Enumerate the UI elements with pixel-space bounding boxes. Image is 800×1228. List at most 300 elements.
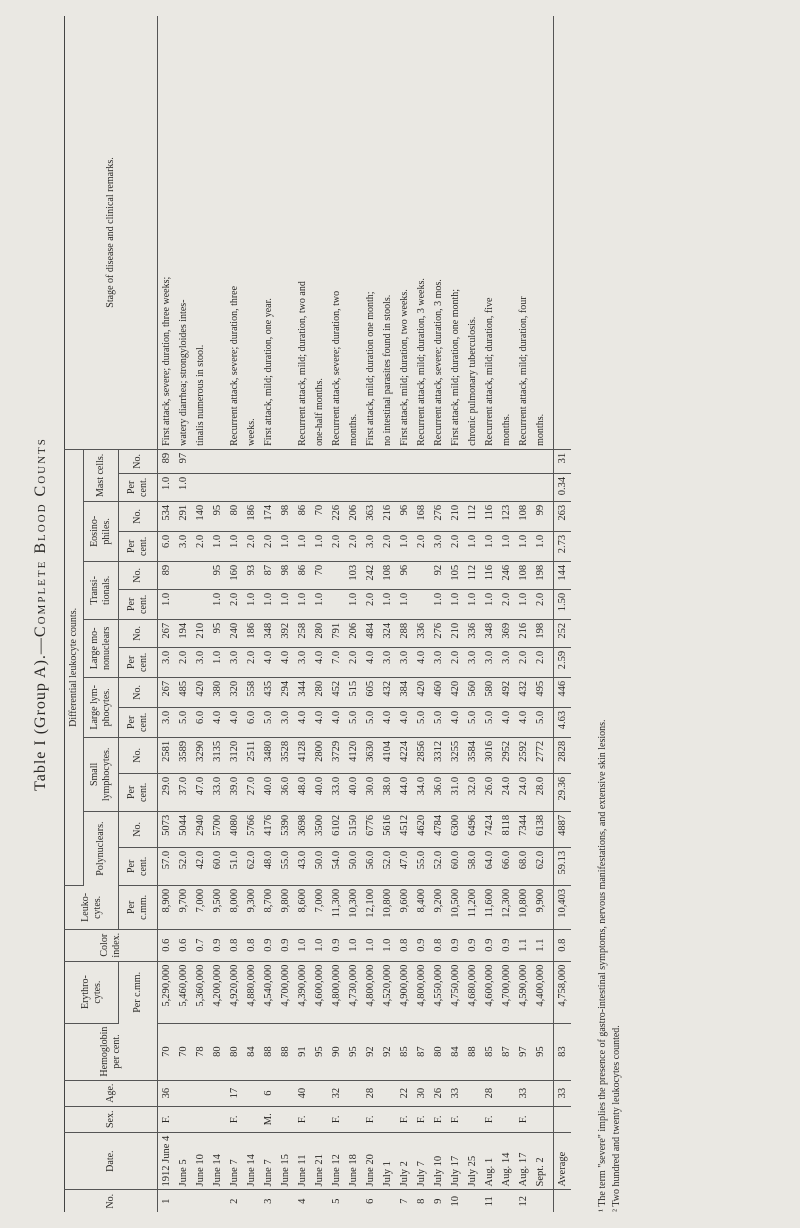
cell-lm-n: 324 [379,619,396,647]
cell-stage: no intestinal parasites found in stools. [379,16,396,449]
header-eo-n: No. [119,501,158,531]
cell-lm-pc: 3.0 [158,647,176,677]
cell-leukocytes: 9,300 [243,885,260,929]
cell-date: June 15 [277,1132,294,1190]
cell-sex [498,1106,515,1132]
average-hemoglobin: 83 [554,1023,572,1080]
cell-ll-pc: 5.0 [260,707,277,737]
cell-no: 8 [416,1198,427,1204]
cell-poly-pc: 62.0 [532,847,554,885]
header-large-mono: Large mo-nonuclears [84,619,119,677]
cell-sex: F. [430,1106,447,1132]
average-sl-n: 2828 [554,737,572,773]
cell-lm-n: 95 [209,619,226,647]
cell-poly-pc: 48.0 [260,847,277,885]
cell-age [311,1080,328,1106]
cell-eo-n: 216 [379,501,396,531]
cell-poly-pc: 64.0 [481,847,498,885]
cell-tr-pc: 1.0 [345,589,362,619]
cell-color-index: 0.9 [328,929,345,961]
cell-ma-n [209,449,226,473]
cell-erythrocytes: 4,540,000 [260,961,277,1023]
cell-ma-n [328,449,345,473]
cell-ma-pc [464,473,481,501]
cell-ma-pc [447,473,464,501]
cell-no: 7 [399,1198,410,1204]
cell-date: June 11 [294,1132,311,1190]
table-row [345,16,362,1212]
cell-stage [209,16,226,449]
cell-lm-n: 280 [311,619,328,647]
cell-poly-n: 5073 [158,811,176,847]
cell-ll-pc: 3.0 [277,707,294,737]
cell-tr-pc: 1.0 [430,589,447,619]
cell-eo-pc: 2.0 [379,531,396,561]
cell-sl-n: 3255 [447,737,464,773]
cell-age: 28 [481,1080,498,1106]
cell-tr-n: 160 [226,561,243,589]
cell-poly-n: 7424 [481,811,498,847]
cell-tr-pc: 1.0 [277,589,294,619]
cell-leukocytes: 9,200 [430,885,447,929]
cell-sl-pc: 44.0 [396,773,413,811]
cell-no: 6 [365,1198,376,1204]
cell-ll-pc: 4.0 [379,707,396,737]
cell-eo-n: 206 [345,501,362,531]
cell-poly-pc: 68.0 [515,847,532,885]
cell-sl-n: 3312 [430,737,447,773]
cell-eo-n: 186 [243,501,260,531]
cell-poly-pc: 52.0 [379,847,396,885]
cell-ma-pc [430,473,447,501]
cell-ma-pc [260,473,277,501]
cell-age [243,1080,260,1106]
header-poly-pc: Per cent. [119,847,158,885]
table-row [192,16,209,1212]
cell-lm-n: 186 [243,619,260,647]
cell-leukocytes: 9,800 [277,885,294,929]
cell-hemoglobin: 88 [260,1023,277,1080]
cell-ll-pc: 5.0 [464,707,481,737]
cell-leukocytes: 9,700 [175,885,192,929]
header-color-index: Color index. [65,929,158,961]
cell-color-index: 0.8 [243,929,260,961]
cell-no [379,1190,396,1212]
header-ll-n: No. [119,677,158,707]
cell-leukocytes: 12,300 [498,885,515,929]
cell-no: 1 [161,1198,172,1204]
cell-date: June 12 [328,1132,345,1190]
cell-poly-pc: 55.0 [277,847,294,885]
average-no-cell [554,1190,572,1212]
cell-hemoglobin: 80 [226,1023,243,1080]
cell-color-index: 0.9 [277,929,294,961]
cell-ll-pc: 4.0 [226,707,243,737]
cell-ma-pc [532,473,554,501]
header-lm-n: No. [119,619,158,647]
cell-ma-n [396,449,413,473]
cell-lm-pc: 4.0 [413,647,430,677]
cell-ll-pc: 4.0 [515,707,532,737]
cell-color-index: 0.9 [498,929,515,961]
cell-eo-pc: 1.0 [532,531,554,561]
cell-ll-n: 605 [362,677,379,707]
cell-hemoglobin: 92 [379,1023,396,1080]
cell-tr-pc [192,589,209,619]
cell-tr-n: 89 [158,561,176,589]
cell-ma-n [311,449,328,473]
cell-hemoglobin: 85 [396,1023,413,1080]
cell-date: Sept. 2 [532,1132,554,1190]
cell-tr-pc: 2.0 [498,589,515,619]
cell-date: June 7 [226,1132,243,1190]
cell-sl-pc: 34.0 [413,773,430,811]
cell-date: June 14 [243,1132,260,1190]
cell-sl-n: 4224 [396,737,413,773]
cell-ma-pc [515,473,532,501]
cell-leukocytes: 7,000 [192,885,209,929]
cell-ma-pc: 1.0 [175,473,192,501]
cell-lm-pc: 4.0 [260,647,277,677]
cell-lm-n: 198 [532,619,554,647]
average-poly-pc: 59.13 [554,847,572,885]
cell-ll-pc: 4.0 [209,707,226,737]
cell-sex: F. [396,1106,413,1132]
cell-hemoglobin: 88 [277,1023,294,1080]
cell-ll-n: 485 [175,677,192,707]
cell-sl-n: 3480 [260,737,277,773]
cell-color-index: 0.9 [481,929,498,961]
cell-date: July 1 [379,1132,396,1190]
cell-lm-n: 791 [328,619,345,647]
cell-poly-n: 2940 [192,811,209,847]
cell-tr-n [413,561,430,589]
header-ma-pc: Per cent. [119,473,158,501]
cell-sl-pc: 40.0 [345,773,362,811]
cell-sl-n: 3584 [464,737,481,773]
cell-eo-pc: 2.0 [260,531,277,561]
cell-sl-n: 4120 [345,737,362,773]
table-row [430,16,447,1212]
cell-eo-pc: 2.0 [345,531,362,561]
cell-leukocytes: 10,800 [379,885,396,929]
cell-sl-pc: 27.0 [243,773,260,811]
table-row [481,16,498,1212]
cell-sl-n: 3135 [209,737,226,773]
cell-erythrocytes: 4,680,000 [464,961,481,1023]
cell-ma-n [498,449,515,473]
cell-poly-n: 6300 [447,811,464,847]
cell-erythrocytes: 4,700,000 [277,961,294,1023]
cell-date: June 5 [175,1132,192,1190]
cell-poly-n: 5044 [175,811,192,847]
table-row [175,16,192,1212]
cell-stage: First attack, mild; duration, one year. [260,16,277,449]
cell-sex [311,1106,328,1132]
cell-hemoglobin: 95 [311,1023,328,1080]
cell-sex: M. [260,1106,277,1132]
cell-sex [532,1106,554,1132]
average-label: Average [554,1132,572,1190]
cell-poly-n: 5700 [209,811,226,847]
cell-eo-pc: 1.0 [277,531,294,561]
cell-date: June 18 [345,1132,362,1190]
cell-lm-pc: 1.0 [209,647,226,677]
cell-tr-n: 98 [277,561,294,589]
blood-counts-table [64,16,571,1212]
cell-tr-pc: 1.0 [481,589,498,619]
cell-ma-pc [243,473,260,501]
cell-age: 22 [396,1080,413,1106]
cell-color-index: 1.0 [311,929,328,961]
header-eosinophiles: Eosino-philes. [84,501,119,561]
cell-lm-n: 392 [277,619,294,647]
cell-erythrocytes: 4,730,000 [345,961,362,1023]
cell-tr-n: 92 [430,561,447,589]
cell-sl-pc: 31.0 [447,773,464,811]
cell-lm-n: 336 [464,619,481,647]
cell-eo-pc: 6.0 [158,531,176,561]
cell-poly-n: 5150 [345,811,362,847]
cell-erythrocytes: 4,800,000 [362,961,379,1023]
cell-poly-n: 4176 [260,811,277,847]
cell-sex: F. [328,1106,345,1132]
cell-tr-pc: 2.0 [362,589,379,619]
cell-no: 2 [229,1198,240,1204]
cell-tr-n [175,561,192,589]
table-row [311,16,328,1212]
cell-eo-pc: 1.0 [498,531,515,561]
cell-erythrocytes: 4,800,000 [413,961,430,1023]
cell-ll-n: 495 [532,677,554,707]
cell-ll-n: 267 [158,677,176,707]
cell-eo-pc: 1.0 [396,531,413,561]
cell-ma-n [243,449,260,473]
cell-ma-pc [396,473,413,501]
header-leukocytes: Leuko-cytes. [65,885,119,929]
cell-sl-n: 3290 [192,737,209,773]
cell-erythrocytes: 4,600,000 [481,961,498,1023]
cell-tr-pc [328,589,345,619]
cell-eo-n: 140 [192,501,209,531]
cell-lm-n: 194 [175,619,192,647]
cell-hemoglobin: 88 [464,1023,481,1080]
cell-poly-pc: 50.0 [345,847,362,885]
cell-eo-n: 108 [515,501,532,531]
cell-lm-pc: 2.0 [243,647,260,677]
cell-no: 9 [433,1198,444,1204]
cell-erythrocytes: 4,590,000 [515,961,532,1023]
cell-age [175,1080,192,1106]
cell-date: Aug. 14 [498,1132,515,1190]
cell-erythrocytes: 4,520,000 [379,961,396,1023]
cell-no [243,1190,260,1212]
header-eo-pc: Per cent. [119,531,158,561]
cell-poly-pc: 54.0 [328,847,345,885]
table-body [158,16,554,1212]
cell-color-index: 1.0 [362,929,379,961]
cell-eo-n: 226 [328,501,345,531]
table-title-main: Complete Blood Counts [32,437,49,638]
cell-ma-n: 89 [158,449,176,473]
cell-hemoglobin: 84 [243,1023,260,1080]
cell-ma-pc [345,473,362,501]
cell-eo-pc: 2.0 [447,531,464,561]
cell-erythrocytes: 4,600,000 [311,961,328,1023]
cell-ma-n [413,449,430,473]
cell-ll-n: 344 [294,677,311,707]
cell-eo-n: 534 [158,501,176,531]
cell-hemoglobin: 91 [294,1023,311,1080]
cell-poly-n: 3500 [311,811,328,847]
cell-eo-pc: 2.0 [328,531,345,561]
cell-lm-pc: 2.0 [175,647,192,677]
cell-eo-pc: 1.0 [294,531,311,561]
cell-color-index: 1.1 [532,929,554,961]
cell-ma-n [260,449,277,473]
cell-age: 6 [260,1080,277,1106]
cell-stage: First attack, mild; duration, two weeks. [396,16,413,449]
cell-sl-pc: 38.0 [379,773,396,811]
cell-eo-n: 291 [175,501,192,531]
cell-eo-pc: 1.0 [464,531,481,561]
cell-ll-pc: 6.0 [243,707,260,737]
cell-tr-pc: 2.0 [226,589,243,619]
table-row [515,16,532,1212]
cell-sex: F. [481,1106,498,1132]
average-ll-pc: 4.63 [554,707,572,737]
cell-age: 17 [226,1080,243,1106]
cell-ll-pc: 5.0 [532,707,554,737]
cell-poly-n: 4620 [413,811,430,847]
cell-poly-pc: 60.0 [447,847,464,885]
cell-stage: one-half months. [311,16,328,449]
cell-age [192,1080,209,1106]
cell-sl-pc: 47.0 [192,773,209,811]
cell-tr-pc: 1.0 [294,589,311,619]
header-age: Age. [65,1080,158,1106]
cell-poly-pc: 55.0 [413,847,430,885]
cell-sl-pc: 36.0 [277,773,294,811]
table-row [277,16,294,1212]
cell-age: 33 [515,1080,532,1106]
cell-tr-n: 95 [209,561,226,589]
cell-stage: Recurrent attack, severe; duration, two [328,16,345,449]
cell-no: 3 [263,1198,274,1204]
cell-age [345,1080,362,1106]
cell-tr-n: 242 [362,561,379,589]
cell-ma-pc [277,473,294,501]
cell-erythrocytes: 4,550,000 [430,961,447,1023]
cell-tr-pc: 1.0 [158,589,176,619]
table-row [226,16,243,1212]
average-section [554,16,572,1212]
cell-ll-n: 435 [260,677,277,707]
cell-lm-n: 267 [158,619,176,647]
cell-poly-pc: 52.0 [430,847,447,885]
cell-color-index: 0.9 [260,929,277,961]
cell-age [209,1080,226,1106]
header-large-lymph: Large lym-phocytes. [84,677,119,737]
cell-sl-n: 3630 [362,737,379,773]
cell-leukocytes: 9,900 [532,885,554,929]
cell-sl-pc: 40.0 [311,773,328,811]
cell-tr-pc [413,589,430,619]
cell-lm-n: 210 [192,619,209,647]
table-row [396,16,413,1212]
header-sex: Sex. [65,1106,158,1132]
cell-eo-n: 98 [277,501,294,531]
cell-lm-n: 348 [260,619,277,647]
cell-poly-pc: 50.0 [311,847,328,885]
cell-age: 36 [158,1080,176,1106]
cell-age: 40 [294,1080,311,1106]
cell-age [277,1080,294,1106]
header-tr-pc: Per cent. [119,589,158,619]
average-ma-n: 31 [554,449,572,473]
cell-sl-pc: 40.0 [260,773,277,811]
cell-ma-pc [226,473,243,501]
cell-eo-pc: 2.0 [413,531,430,561]
cell-lm-pc: 3.0 [396,647,413,677]
cell-ll-n: 558 [243,677,260,707]
cell-sl-pc: 33.0 [328,773,345,811]
cell-erythrocytes: 4,750,000 [447,961,464,1023]
cell-lm-n: 206 [345,619,362,647]
average-age: 33 [554,1080,572,1106]
table-row [328,16,345,1212]
header-ma-n: No. [119,449,158,473]
cell-leukocytes: 9,500 [209,885,226,929]
cell-stage: chronic pulmonary tuberculosis. [464,16,481,449]
cell-poly-n: 4784 [430,811,447,847]
cell-lm-pc: 4.0 [277,647,294,677]
header-leuko-per-cmm: Per c.mm. [119,885,158,929]
cell-ma-pc [481,473,498,501]
cell-hemoglobin: 85 [481,1023,498,1080]
cell-lm-pc: 2.0 [515,647,532,677]
cell-no [532,1190,554,1212]
cell-tr-n: 103 [345,561,362,589]
cell-ma-n [447,449,464,473]
cell-lm-pc: 7.0 [328,647,345,677]
cell-ll-n: 294 [277,677,294,707]
table-row [447,16,464,1212]
cell-erythrocytes: 4,800,000 [328,961,345,1023]
cell-hemoglobin: 87 [498,1023,515,1080]
cell-ma-pc [311,473,328,501]
cell-stage: tinalis numerous in stool. [192,16,209,449]
cell-ma-n [226,449,243,473]
cell-age: 30 [413,1080,430,1106]
cell-leukocytes: 8,000 [226,885,243,929]
cell-sl-n: 2856 [413,737,430,773]
cell-ma-n: 97 [175,449,192,473]
average-eo-n: 263 [554,501,572,531]
cell-eo-pc: 3.0 [430,531,447,561]
cell-hemoglobin: 80 [430,1023,447,1080]
cell-lm-n: 240 [226,619,243,647]
cell-color-index: 1.0 [294,929,311,961]
footnote-2: ² Two hundred and twenty leukocytes counted. [611,1025,622,1212]
cell-lm-pc: 3.0 [192,647,209,677]
cell-eo-pc: 2.0 [243,531,260,561]
cell-ma-n [192,449,209,473]
cell-stage: Recurrent attack, severe; duration, 3 mos. [430,16,447,449]
table-row [294,16,311,1212]
header-sl-n: No. [119,737,158,773]
cell-sex: F. [362,1106,379,1132]
